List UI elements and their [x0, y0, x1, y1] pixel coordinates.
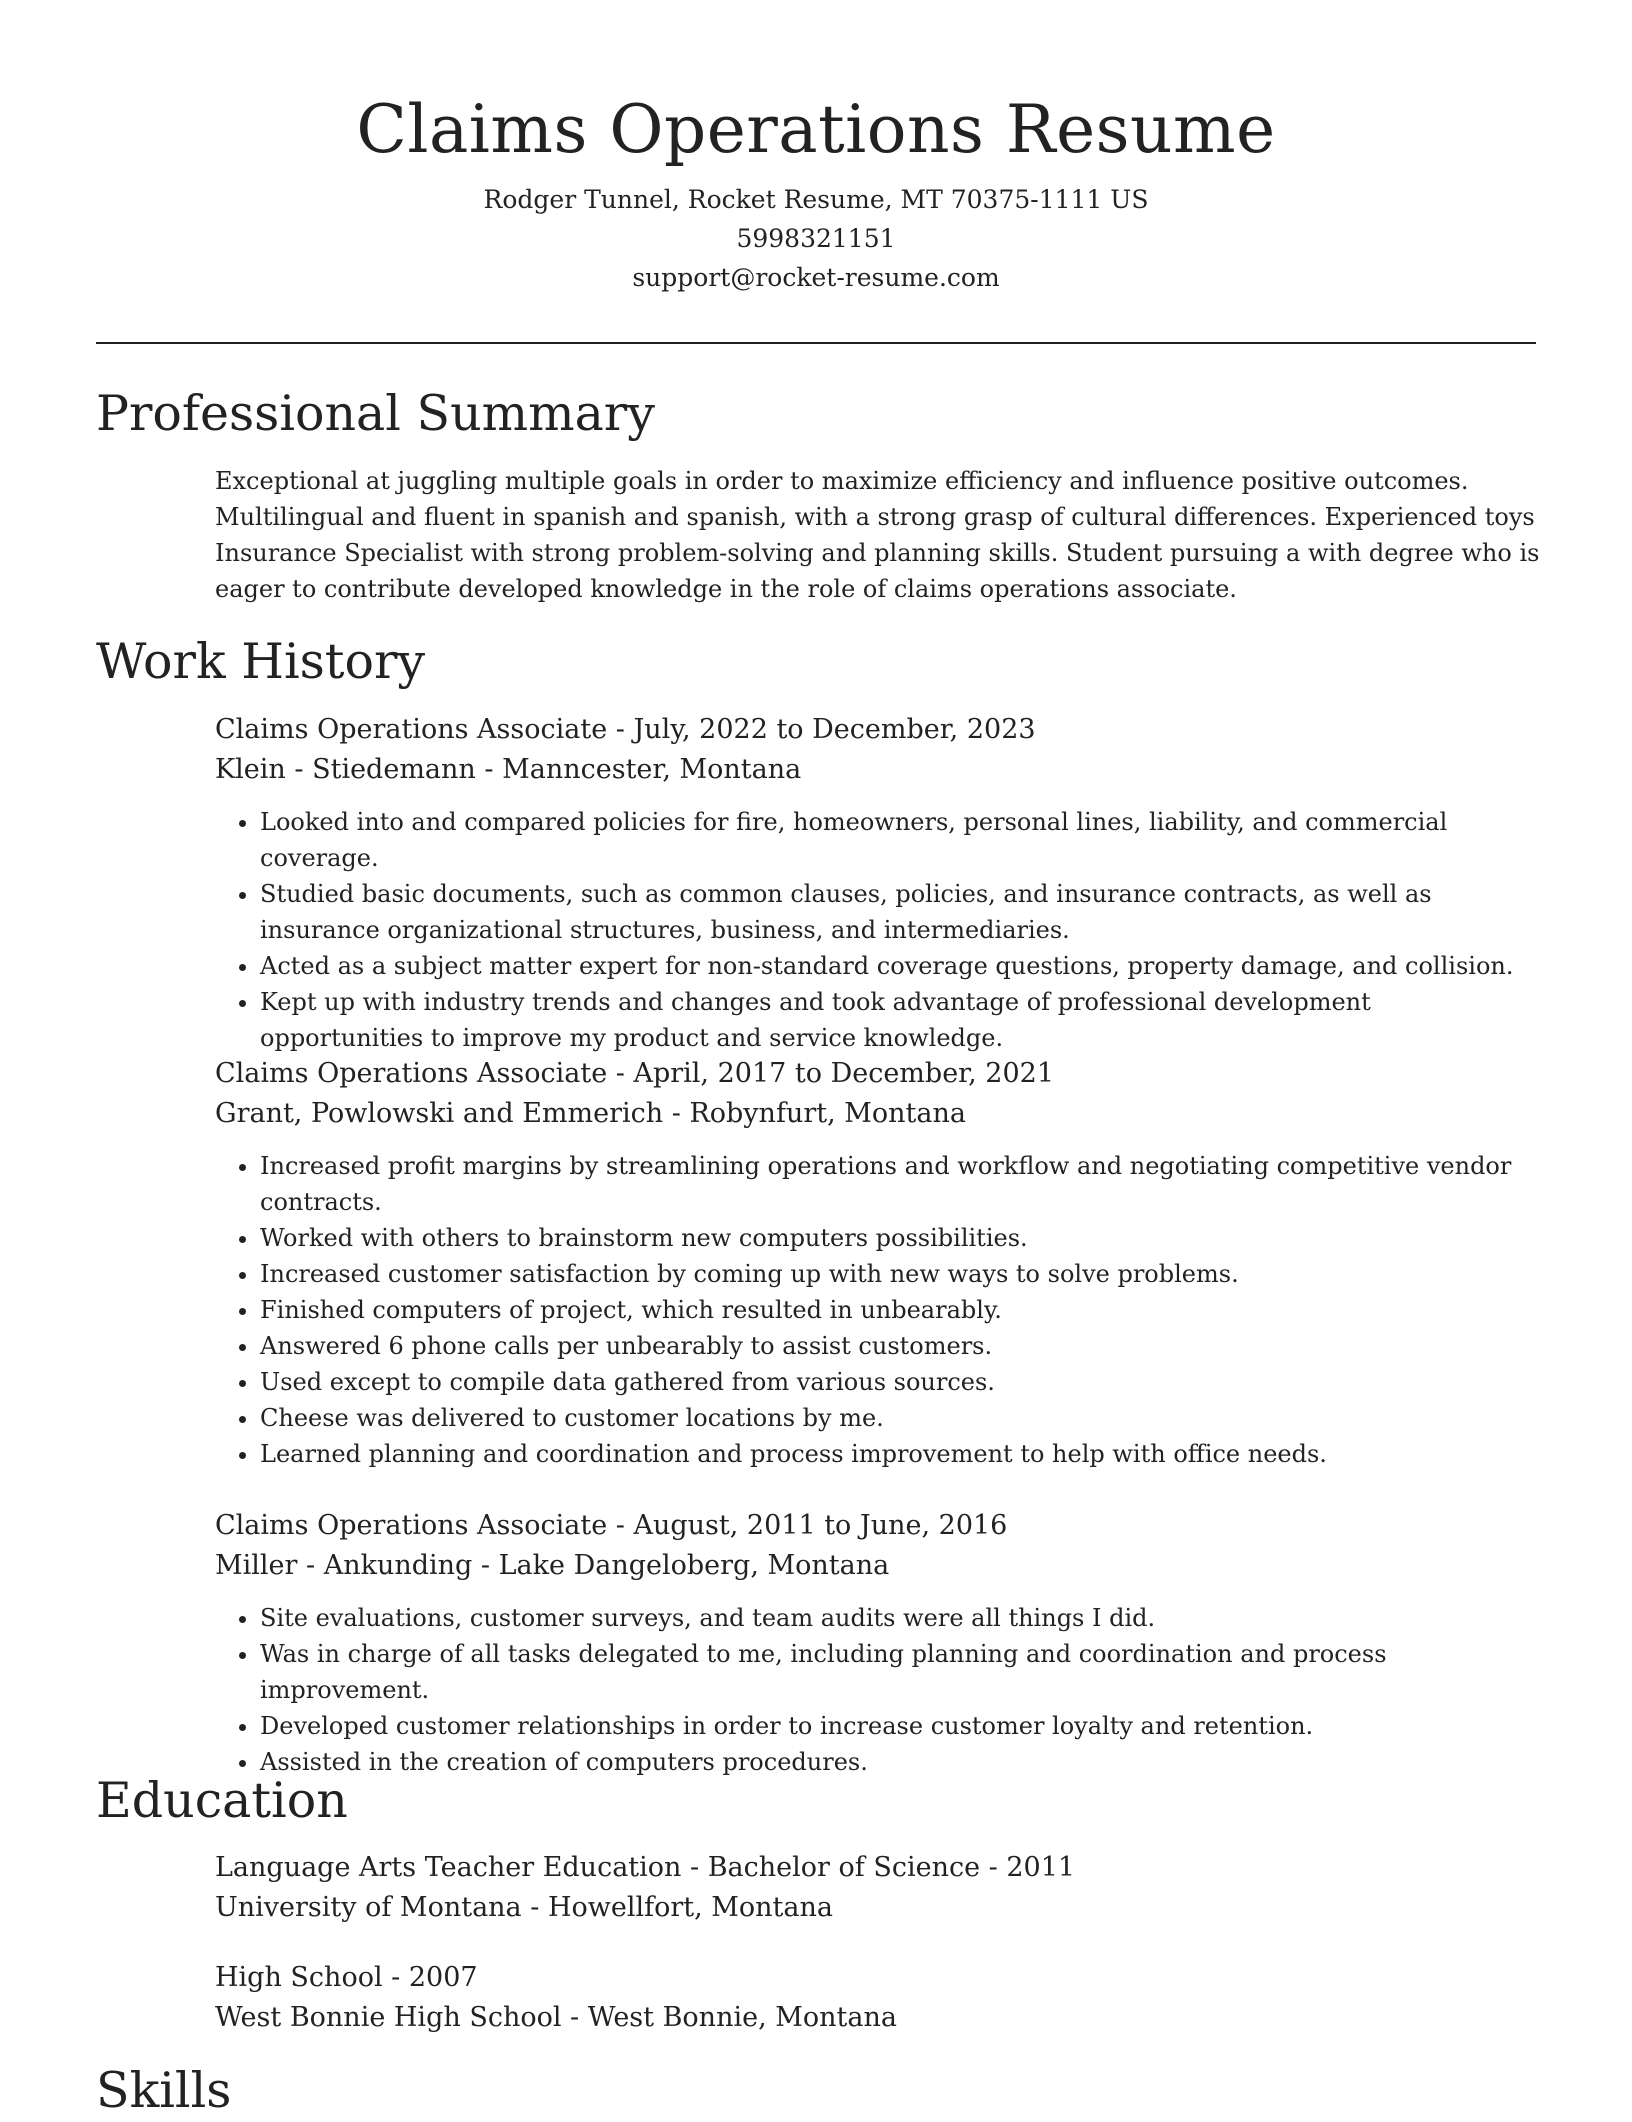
- education-heading: Education: [96, 1772, 348, 1829]
- job-bullet: • Studied basic documents, such as common clauses, policies, and insurance contracts, as well as insurance organizational structures, business, and intermediaries.: [260, 876, 1540, 948]
- summary-heading: Professional Summary: [96, 385, 655, 442]
- job-bullet-list: [215, 1148, 1540, 1472]
- job-bullet: • Acted as a subject matter expert for non-standard coverage questions, property damage, and collision.: [260, 948, 1540, 984]
- education-school-line: West Bonnie High School - West Bonnie, Montana: [215, 2002, 897, 2033]
- job-bullet: • Worked with others to brainstorm new computers possibilities.: [260, 1220, 1540, 1256]
- job-bullet: • Developed customer relationships in order to increase customer loyalty and retention.: [260, 1708, 1540, 1744]
- job-company-line: Miller - Ankunding - Lake Dangeloberg, Montana: [215, 1550, 890, 1581]
- job-bullet: • Cheese was delivered to customer locations by me.: [260, 1400, 1540, 1436]
- job-bullet: • Assisted in the creation of computers procedures.: [260, 1744, 1540, 1780]
- job-title-line: Claims Operations Associate - April, 2017 to December, 2021: [215, 1058, 1054, 1089]
- job-company-line: Klein - Stiedemann - Manncester, Montana: [215, 754, 802, 785]
- job-bullet: • Answered 6 phone calls per unbearably to assist customers.: [260, 1328, 1540, 1364]
- contact-phone: 5998321151: [736, 224, 896, 253]
- job-bullet: • Looked into and compared policies for fire, homeowners, personal lines, liability, and commercial coverage.: [260, 804, 1540, 876]
- job-bullet: • Was in charge of all tasks delegated to me, including planning and coordination and process improvement.: [260, 1636, 1540, 1708]
- work-history-heading: Work History: [96, 633, 426, 690]
- education-entry-1: [215, 1848, 1540, 1928]
- education-degree-line: High School - 2007: [215, 1962, 478, 1993]
- resume-title: Claims Operations Resume: [356, 91, 1276, 168]
- contact-email: support@rocket-resume.com: [632, 263, 1000, 292]
- job-bullet-list: [215, 1600, 1540, 1780]
- job-company-line: Grant, Powlowski and Emmerich - Robynfurt, Montana: [215, 1098, 966, 1129]
- job-bullet: • Site evaluations, customer surveys, and team audits were all things I did.: [260, 1600, 1540, 1636]
- job-title-line: Claims Operations Associate - August, 2011 to June, 2016: [215, 1510, 1008, 1541]
- education-entry-2: [215, 1958, 1540, 2038]
- job-entry-2: [215, 1054, 1540, 1472]
- job-bullet: • Finished computers of project, which resulted in unbearably.: [260, 1292, 1540, 1328]
- job-bullet: • Learned planning and coordination and process improvement to help with office needs.: [260, 1436, 1540, 1472]
- skills-heading: Skills: [96, 2062, 232, 2119]
- education-degree-line: Language Arts Teacher Education - Bachelor of Science - 2011: [215, 1852, 1076, 1883]
- header-divider: [96, 342, 1536, 344]
- education-school-line: University of Montana - Howellfort, Montana: [215, 1892, 833, 1923]
- job-title-line: Claims Operations Associate - July, 2022 to December, 2023: [215, 714, 1036, 745]
- job-bullet: • Increased customer satisfaction by coming up with new ways to solve problems.: [260, 1256, 1540, 1292]
- job-bullet-list: [215, 804, 1540, 1056]
- resume-header: [0, 82, 1632, 297]
- job-entry-1: [215, 710, 1540, 1056]
- job-bullet: • Kept up with industry trends and changes and took advantage of professional development opportunities to improve my product and service knowledge.: [260, 984, 1540, 1056]
- contact-address: Rodger Tunnel, Rocket Resume, MT 70375-1111 US: [483, 185, 1149, 214]
- job-bullet: • Used except to compile data gathered from various sources.: [260, 1364, 1540, 1400]
- job-bullet: • Increased profit margins by streamlining operations and workflow and negotiating competitive vendor contracts.: [260, 1148, 1540, 1220]
- job-entry-3: [215, 1506, 1540, 1780]
- summary-text: Exceptional at juggling multiple goals in order to maximize efficiency and influence positive outcomes. Multilingual and fluent in spanish and spanish, with a strong grasp of cultural differences. Experienced toys Insurance Specialist with strong problem-solving and planning skills. Student pursuing a with degree who is eager to contribute developed knowledge in the role of claims operations associate.: [215, 467, 1540, 603]
